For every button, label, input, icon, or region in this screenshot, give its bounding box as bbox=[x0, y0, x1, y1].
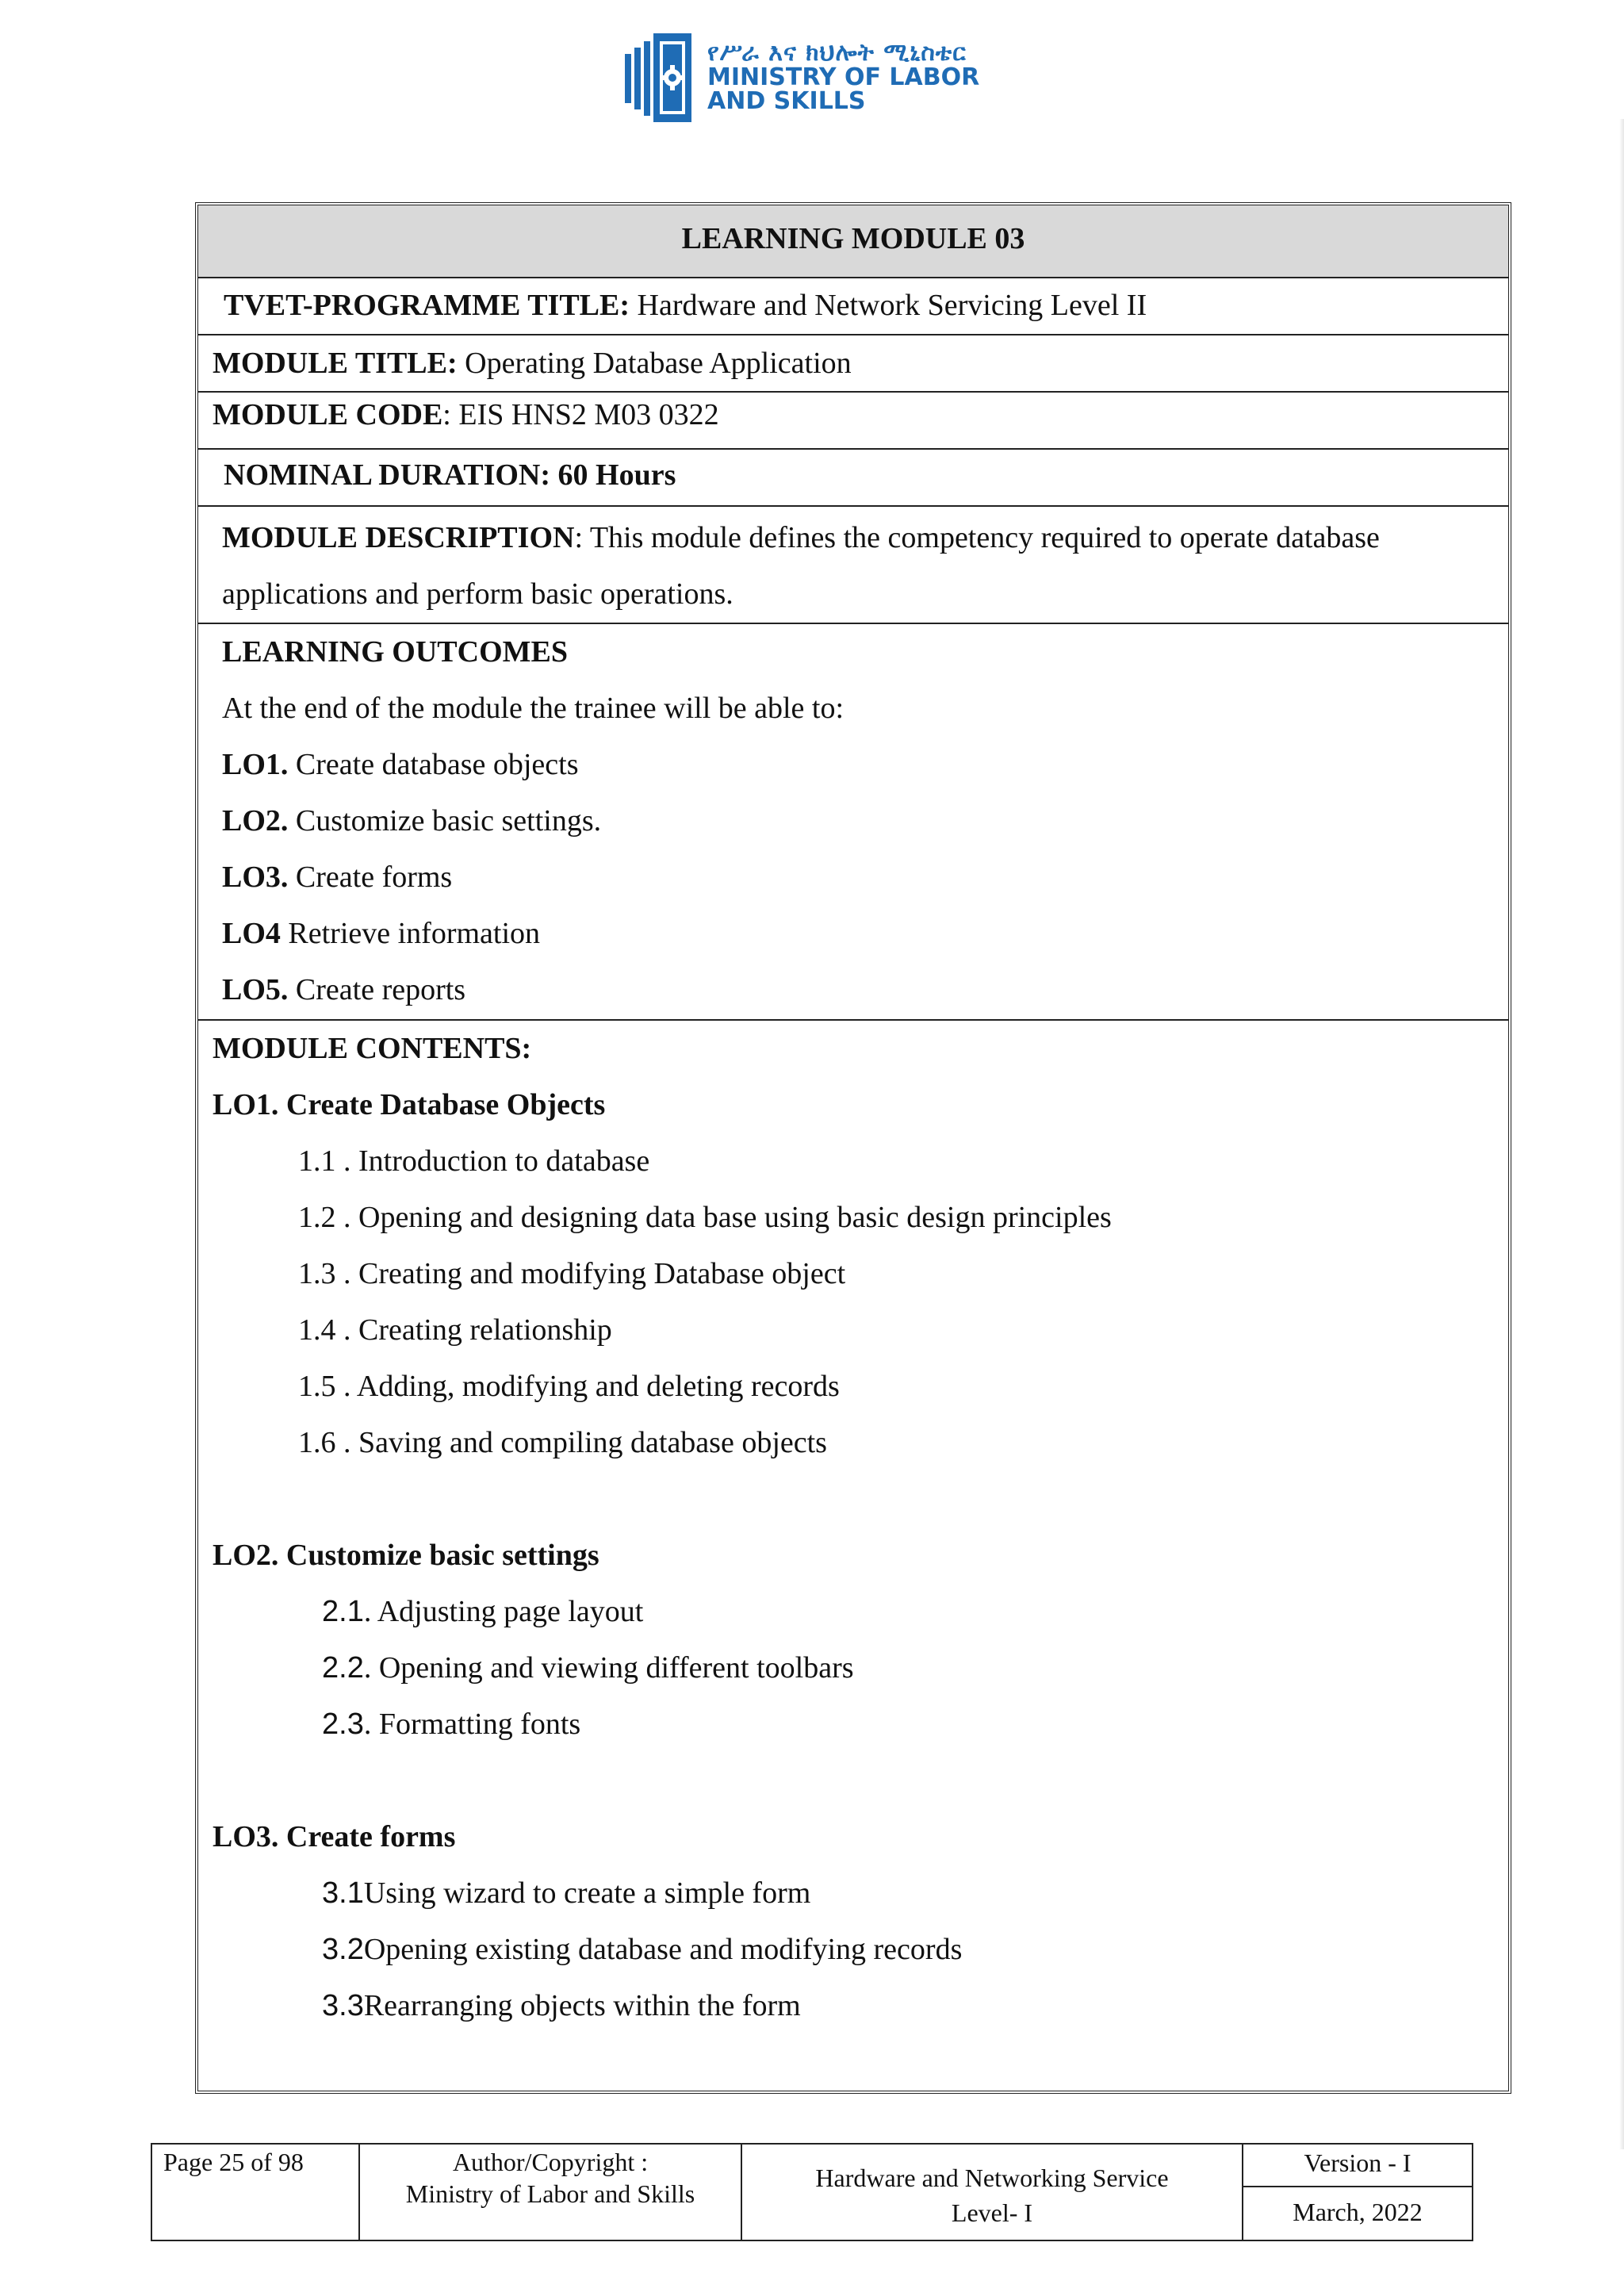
learning-outcomes-intro: At the end of the module the trainee will be able to: bbox=[222, 692, 845, 725]
module-description-line2: applications and perform basic operations. bbox=[222, 577, 733, 611]
footer-page-number: Page 25 of 98 bbox=[152, 2145, 360, 2240]
outcome-item bbox=[222, 737, 1508, 793]
outcome-item bbox=[222, 906, 1508, 962]
outcome-text: Create reports bbox=[288, 973, 466, 1006]
footer-author-line2: Ministry of Labor and Skills bbox=[405, 2179, 695, 2208]
lo3-item-number: 3.3 bbox=[322, 1989, 364, 2022]
lo1-title: LO1. Create Database Objects bbox=[213, 1088, 606, 1121]
outcome-code: LO1. bbox=[222, 748, 289, 781]
lo3-item bbox=[213, 1978, 1508, 2034]
outcome-code: LO2. bbox=[222, 804, 289, 838]
lo3-item-number: 3.1 bbox=[322, 1876, 364, 1910]
logo-line1: MINISTRY OF LABOR bbox=[707, 63, 980, 91]
lo3-item-text: Using wizard to create a simple form bbox=[363, 1876, 811, 1910]
learning-outcomes-section bbox=[198, 624, 1508, 1021]
programme-title-label: TVET-PROGRAMME TITLE: bbox=[224, 289, 630, 322]
programme-title-value: Hardware and Network Servicing Level II bbox=[630, 289, 1147, 322]
lo1-item: 1.5 . Adding, modifying and deleting records bbox=[298, 1370, 840, 1403]
lo1-item: 1.3 . Creating and modifying Database object bbox=[298, 1257, 846, 1290]
programme-title-row bbox=[198, 278, 1508, 335]
spacer bbox=[213, 1471, 1508, 1527]
nominal-duration: NOMINAL DURATION: 60 Hours bbox=[198, 450, 1508, 507]
lo2-item-text: . Opening and viewing different toolbars bbox=[363, 1651, 854, 1685]
lo3-title: LO3. Create forms bbox=[213, 1820, 456, 1853]
outcome-text: Customize basic settings. bbox=[288, 804, 602, 838]
module-title-row bbox=[198, 335, 1508, 393]
outcome-code: LO3. bbox=[222, 861, 289, 894]
module-description-line1: : This module defines the competency required to operate database bbox=[574, 521, 1380, 554]
module-table bbox=[195, 202, 1511, 2094]
logo-line2: AND SKILLS bbox=[707, 87, 866, 116]
module-description-label: MODULE DESCRIPTION bbox=[222, 521, 575, 554]
outcome-item bbox=[222, 849, 1508, 906]
footer-course-line2: Level- I bbox=[951, 2198, 1033, 2227]
module-title-value: Operating Database Application bbox=[457, 347, 852, 380]
lo2-title: LO2. Customize basic settings bbox=[213, 1539, 599, 1572]
lo1-item: 1.2 . Opening and designing data base using basic design principles bbox=[298, 1201, 1112, 1234]
logo-amharic-text: የሥራ እና ክህሎት ሚኒስቴር bbox=[707, 39, 967, 67]
footer-version-cell bbox=[1243, 2145, 1472, 2240]
lo3-item bbox=[213, 1865, 1508, 1922]
footer-course bbox=[742, 2145, 1243, 2240]
module-code-row bbox=[198, 393, 1508, 450]
module-code-value: : EIS HNS2 M03 0322 bbox=[442, 398, 719, 431]
footer-author-line1: Author/Copyright : bbox=[452, 2148, 649, 2176]
lo2-item-number: 2.3 bbox=[322, 1708, 364, 1741]
outcome-text: Create database objects bbox=[288, 748, 579, 781]
outcome-code: LO4 bbox=[222, 917, 281, 950]
spacer bbox=[213, 1753, 1508, 1809]
module-title-label: MODULE TITLE: bbox=[213, 347, 458, 380]
outcome-text: Retrieve information bbox=[280, 917, 541, 950]
page-edge bbox=[1619, 119, 1624, 2149]
module-contents-section bbox=[198, 1021, 1508, 2097]
outcome-item bbox=[222, 793, 1508, 849]
footer-version: Version - I bbox=[1243, 2145, 1472, 2187]
ministry-logo bbox=[625, 29, 979, 127]
lo2-item bbox=[213, 1696, 1508, 1753]
outcome-item bbox=[222, 962, 1508, 1018]
lo2-item-number: 2.1 bbox=[322, 1595, 364, 1628]
lo1-item: 1.6 . Saving and compiling database objects bbox=[298, 1426, 827, 1459]
lo2-item bbox=[213, 1584, 1508, 1640]
module-header: LEARNING MODULE 03 bbox=[198, 205, 1508, 278]
lo1-item: 1.4 . Creating relationship bbox=[298, 1313, 612, 1347]
footer-date: March, 2022 bbox=[1293, 2198, 1423, 2226]
outcome-text: Create forms bbox=[288, 861, 453, 894]
module-contents-heading: MODULE CONTENTS: bbox=[213, 1032, 532, 1065]
lo2-item bbox=[213, 1640, 1508, 1696]
lo3-item-text: Opening existing database and modifying records bbox=[363, 1933, 963, 1966]
footer-author bbox=[360, 2145, 742, 2240]
footer-course-line1: Hardware and Networking Service bbox=[815, 2164, 1169, 2192]
module-description-row bbox=[198, 507, 1508, 624]
lo2-item-text: . Formatting fonts bbox=[363, 1708, 581, 1741]
lo3-item-text: Rearranging objects within the form bbox=[363, 1989, 801, 2022]
lo3-item-number: 3.2 bbox=[322, 1933, 364, 1966]
lo2-item-text: . Adjusting page layout bbox=[363, 1595, 644, 1628]
page-footer bbox=[151, 2143, 1473, 2241]
ministry-emblem-icon bbox=[625, 30, 693, 125]
lo3-item bbox=[213, 1922, 1508, 1978]
learning-outcomes-heading: LEARNING OUTCOMES bbox=[222, 635, 568, 669]
outcome-code: LO5. bbox=[222, 973, 289, 1006]
lo1-item: 1.1 . Introduction to database bbox=[298, 1144, 650, 1178]
module-code-label: MODULE CODE bbox=[213, 398, 443, 431]
lo2-item-number: 2.2 bbox=[322, 1651, 364, 1685]
